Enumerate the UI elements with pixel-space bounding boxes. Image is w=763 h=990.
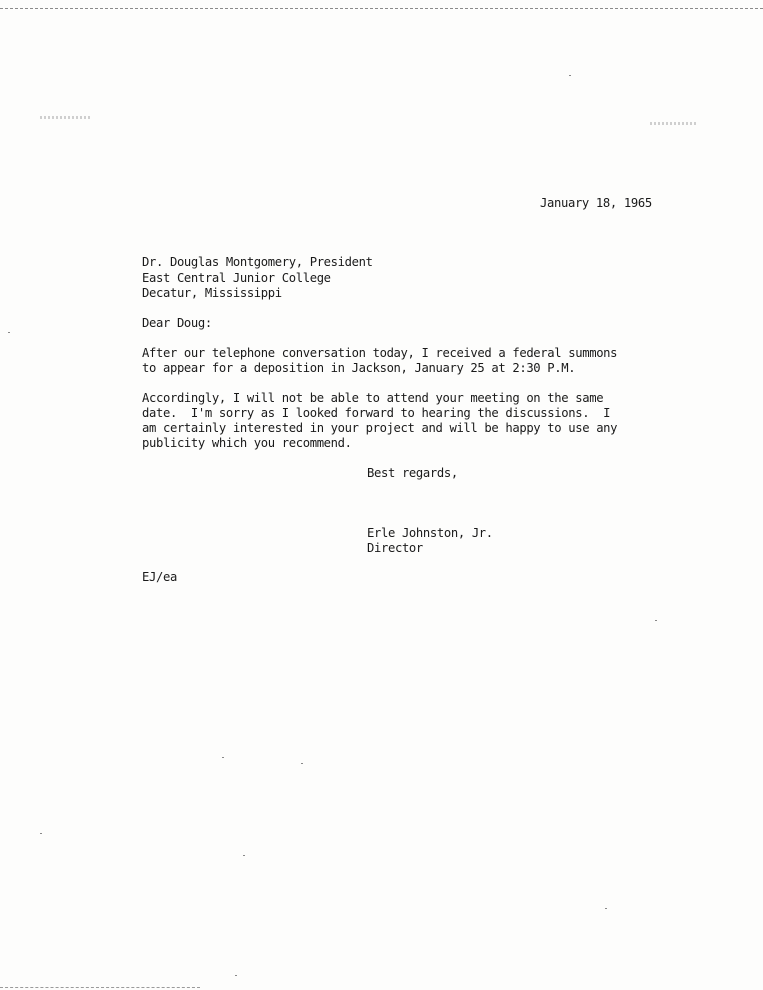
paragraph2-line: am certainly interested in your project and will be happy to use any — [142, 421, 618, 435]
paragraph2-line: publicity which you recommend. — [142, 436, 352, 450]
signature-title: Director — [367, 541, 423, 555]
scan-speck — [243, 855, 245, 856]
scan-speck — [40, 833, 42, 834]
recipient-institution-line: East Central Junior College — [142, 271, 331, 285]
scan-artifact — [40, 116, 92, 119]
scan-artifact — [650, 122, 696, 125]
scan-speck — [235, 975, 237, 976]
page-bottom-edge — [0, 986, 200, 988]
recipient-name-line: Dr. Douglas Montgomery, President — [142, 255, 373, 269]
page-top-edge — [0, 0, 763, 9]
signature-name: Erle Johnston, Jr. — [367, 526, 493, 540]
closing: Best regards, — [367, 466, 458, 480]
salutation: Dear Doug: — [142, 316, 212, 330]
scan-speck — [569, 75, 571, 76]
paragraph2-line: Accordingly, I will not be able to attend your meeting on the same — [142, 391, 604, 405]
paragraph1-line: to appear for a deposition in Jackson, January 25 at 2:30 P.M. — [142, 361, 576, 375]
reference-initials: EJ/ea — [142, 570, 177, 584]
scan-speck — [655, 620, 657, 621]
scan-speck — [301, 763, 303, 764]
scan-speck — [605, 908, 607, 909]
paragraph2-line: date. I'm sorry as I looked forward to hearing the discussions. I — [142, 406, 611, 420]
recipient-city-line: Decatur, Mississippi — [142, 286, 282, 300]
paragraph1-line: After our telephone conversation today, I received a federal summons — [142, 346, 618, 360]
scan-speck — [222, 757, 224, 758]
letter-date: January 18, 1965 — [540, 196, 652, 210]
scan-speck — [8, 332, 10, 333]
